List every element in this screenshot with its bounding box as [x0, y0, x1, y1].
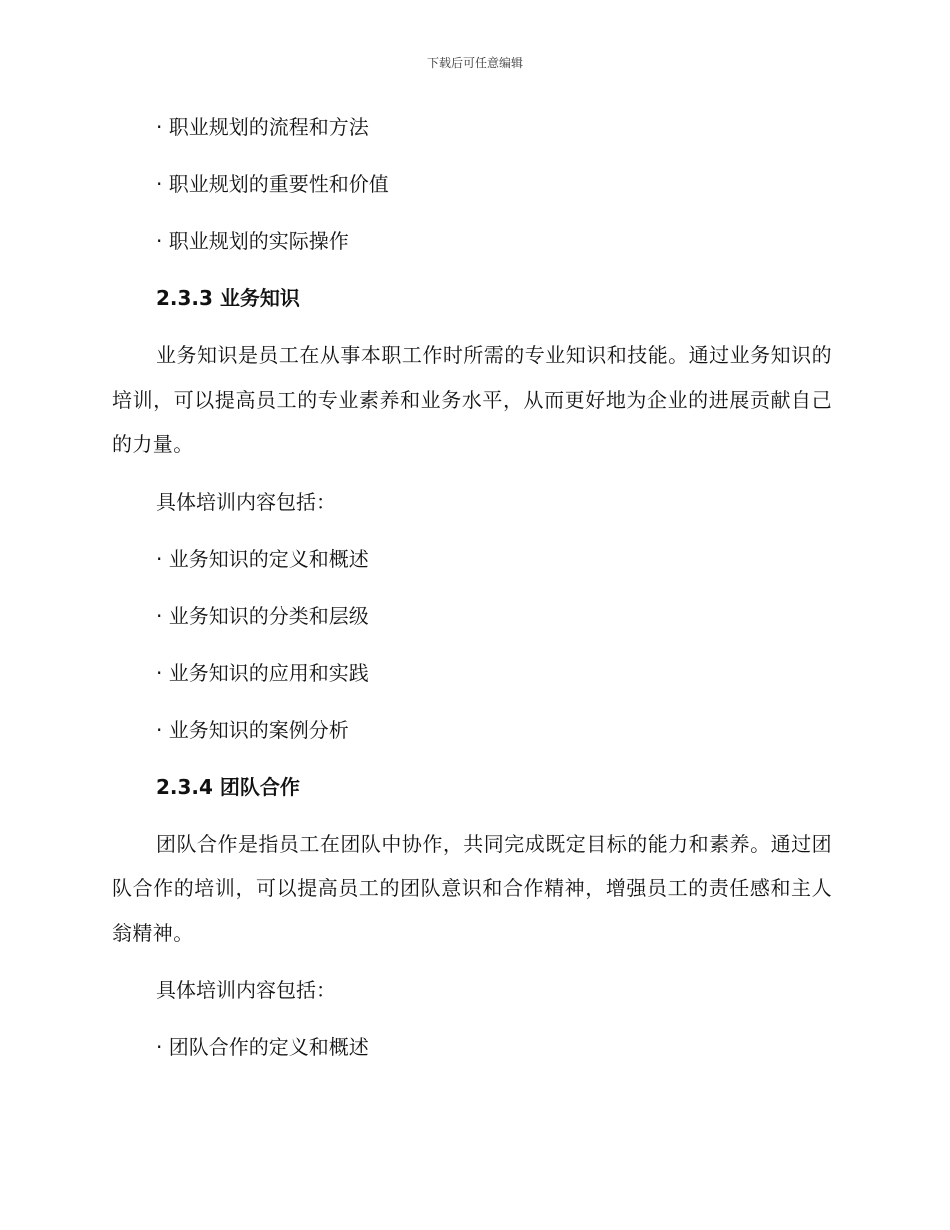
teamwork-lead-text: 具体培训内容包括： — [156, 978, 336, 1002]
teamwork-bullet-item: · 团队合作的定义和概述 — [156, 1035, 369, 1059]
business-bullet-item: · 业务知识的定义和概述 — [156, 546, 369, 571]
career-bullet-item: · 职业规划的流程和方法 — [156, 115, 369, 139]
career-bullet-item: · 职业规划的重要性和价值 — [156, 172, 389, 196]
business-bullet-item: · 业务知识的应用和实践 — [156, 660, 369, 685]
section-heading-business: 2.3.3 业务知识 — [156, 286, 300, 310]
business-lead-text: 具体培训内容包括： — [156, 489, 336, 514]
career-bullet-item: · 职业规划的实际操作 — [156, 229, 349, 253]
page-header-note: 下载后可任意编辑 — [426, 56, 523, 70]
business-bullet-item: · 业务知识的案例分析 — [156, 717, 349, 742]
business-paragraph: 业务知识是员工在从事本职工作时所需的专业知识和技能。通过业务知识的培训，可以提高员工的专业素养和业务水平，从而更好地为企业的进展贡献自己的力量。 — [112, 343, 832, 456]
section-heading-teamwork: 2.3.4 团队合作 — [156, 774, 300, 799]
page-content — [112, 112, 832, 1089]
business-bullet-item: · 业务知识的分类和层级 — [156, 603, 369, 628]
teamwork-paragraph: 团队合作是指员工在团队中协作，共同完成既定目标的能力和素养。通过团队合作的培训，可以提高员工的团队意识和合作精神，增强员工的责任感和主人翁精神。 — [112, 831, 832, 945]
